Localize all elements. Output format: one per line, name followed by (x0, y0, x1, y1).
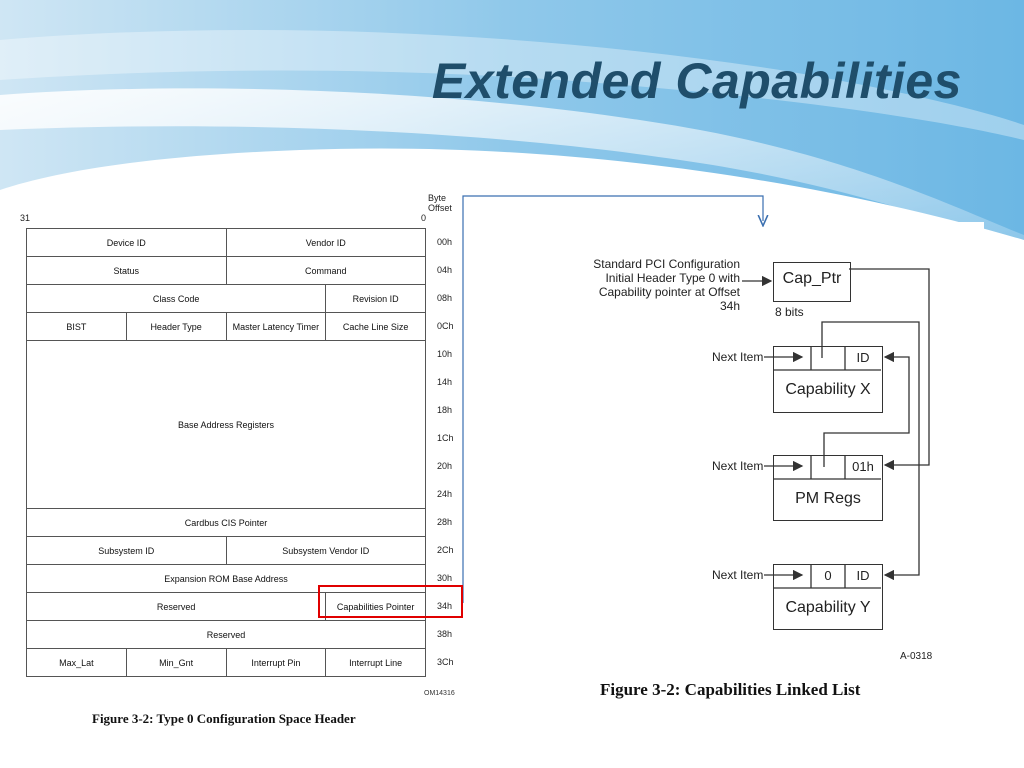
offset-label: 34h (437, 601, 453, 611)
bit-31-label: 31 (20, 213, 31, 223)
master-latency-timer-cell: Master Latency Timer (226, 313, 326, 341)
offset-label: 3Ch (437, 657, 454, 667)
subsystem-id-cell: Subsystem ID (27, 537, 227, 565)
table-row (27, 285, 426, 313)
offset-label: 0Ch (437, 321, 454, 331)
command-cell: Command (226, 257, 426, 285)
table-row (27, 537, 426, 565)
capability-x-id: ID (856, 350, 870, 365)
offset-label: 04h (437, 265, 453, 275)
offset-label: 24h (437, 489, 453, 499)
bits-label: 8 bits (775, 305, 804, 319)
table-row (27, 621, 426, 649)
table-row (27, 649, 426, 677)
right-figure-id: A-0318 (900, 651, 933, 662)
next-item-label: Next Item (712, 568, 764, 582)
offset-label: 28h (437, 517, 453, 527)
cap-ptr-label: Cap_Ptr (782, 270, 842, 287)
interrupt-line-cell: Interrupt Line (326, 649, 426, 677)
std-config-line2: Initial Header Type 0 with (605, 271, 740, 285)
vendor-id-cell: Vendor ID (226, 229, 426, 257)
right-figure-caption: Figure 3-2: Capabilities Linked List (600, 680, 861, 699)
offset-label: 2Ch (437, 545, 454, 555)
capability-y-name: Capability Y (785, 599, 871, 616)
table-row (27, 229, 426, 257)
device-id-cell: Device ID (27, 229, 227, 257)
table-row (27, 313, 426, 341)
capability-x-name: Capability X (785, 381, 871, 398)
offset-label: 38h (437, 629, 453, 639)
byte-offset-label-line1: Byte (428, 193, 447, 203)
reserved-cell: Reserved (27, 593, 326, 621)
header-type-cell: Header Type (126, 313, 226, 341)
byte-offset-label (428, 193, 452, 213)
byte-offset-label-line2: Offset (428, 203, 452, 213)
pm-regs-name: PM Regs (795, 490, 861, 507)
subsystem-vendor-id-cell: Subsystem Vendor ID (226, 537, 426, 565)
class-code-cell: Class Code (27, 285, 326, 313)
capabilities-pointer-cell: Capabilities Pointer (326, 593, 426, 621)
offset-label: 14h (437, 377, 453, 387)
next-item-label: Next Item (712, 459, 764, 473)
offset-label: 00h (437, 237, 453, 247)
capability-y-next: 0 (824, 568, 832, 583)
left-figure-caption: Figure 3-2: Type 0 Configuration Space Header (92, 711, 356, 726)
slide-title: Extended Capabilities (431, 53, 962, 109)
next-item-label: Next Item (712, 350, 764, 364)
offset-label: 08h (437, 293, 453, 303)
std-config-note (582, 257, 740, 313)
bist-cell: BIST (27, 313, 127, 341)
capabilities-pointer-highlight (318, 585, 463, 618)
offset-label: 18h (437, 405, 453, 415)
table-row (27, 341, 426, 509)
table-row (27, 509, 426, 537)
std-config-line3: Capability pointer at Offset 34h (598, 285, 740, 313)
base-address-registers-cell: Base Address Registers (27, 341, 426, 509)
offset-label: 20h (437, 461, 453, 471)
pm-regs-id: 01h (852, 459, 874, 474)
capability-y-id: ID (856, 568, 870, 583)
expansion-rom-cell: Expansion ROM Base Address (27, 565, 426, 593)
cache-line-size-cell: Cache Line Size (326, 313, 426, 341)
reserved-38-cell: Reserved (27, 621, 426, 649)
offset-label: 1Ch (437, 433, 454, 443)
offset-label: 30h (437, 573, 453, 583)
cardbus-cis-pointer-cell: Cardbus CIS Pointer (27, 509, 426, 537)
revision-id-cell: Revision ID (326, 285, 426, 313)
interrupt-pin-cell: Interrupt Pin (226, 649, 326, 677)
table-row (27, 257, 426, 285)
left-figure-id: OM14316 (424, 690, 455, 697)
status-cell: Status (27, 257, 227, 285)
bit-0-label: 0 (421, 213, 427, 223)
std-config-line1: Standard PCI Configuration (593, 257, 740, 271)
min-gnt-cell: Min_Gnt (126, 649, 226, 677)
max-lat-cell: Max_Lat (27, 649, 127, 677)
offset-label: 10h (437, 349, 453, 359)
